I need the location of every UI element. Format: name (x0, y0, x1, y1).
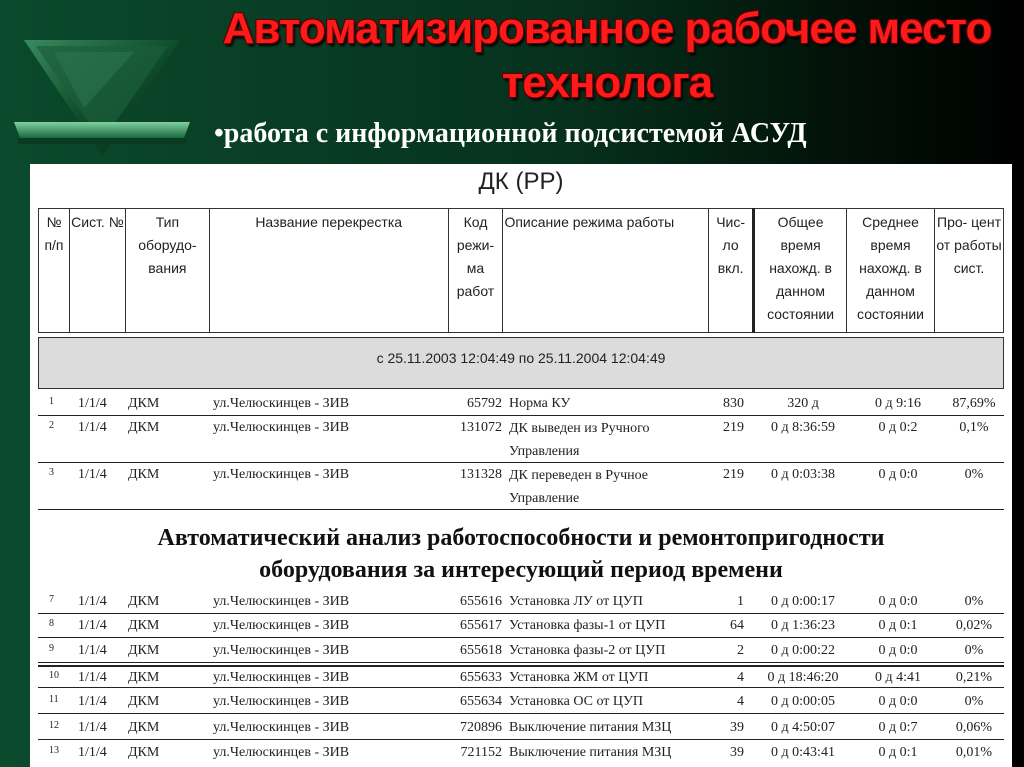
row-code: 655617 (460, 618, 502, 633)
row-code: 655616 (460, 594, 502, 609)
header-mode-code: Код режи- ма работ (448, 209, 503, 333)
table-row (38, 742, 1004, 765)
row-count: 219 (723, 467, 744, 482)
row-percent: 0,21% (955, 670, 993, 685)
row-percent: 0,06% (955, 720, 993, 735)
row-average-time: 0 д 0:0 (878, 643, 918, 658)
row-total-time: 320 д (787, 396, 819, 411)
document-panel (30, 164, 1012, 767)
row-type: ДКМ (128, 618, 160, 633)
row-code: 721152 (460, 745, 502, 760)
row-average-time: 0 д 4:41 (874, 670, 921, 685)
row-code: 655633 (460, 670, 502, 685)
row-number: 3 (49, 467, 54, 478)
row-system: 1/1/4 (78, 745, 107, 760)
header-system: Сист. № (69, 209, 125, 333)
row-description: Норма КУ (509, 396, 571, 411)
row-count: 64 (730, 618, 744, 633)
row-average-time: 0 д 9:16 (874, 396, 921, 411)
row-system: 1/1/4 (78, 694, 107, 709)
row-system: 1/1/4 (78, 720, 107, 735)
row-intersection: ул.Челюскинцев - ЗИВ (213, 594, 350, 609)
row-total-time: 0 д 4:50:07 (771, 720, 835, 735)
row-intersection: ул.Челюскинцев - ЗИВ (213, 467, 350, 482)
row-description: Установка фазы-1 от ЦУП (509, 618, 666, 633)
row-average-time: 0 д 0:1 (878, 745, 918, 760)
row-total-time: 0 д 0:00:22 (771, 643, 835, 658)
analysis-line2: оборудования за интересующий период времени (259, 557, 783, 583)
row-percent: 0,02% (955, 618, 993, 633)
row-count: 39 (730, 720, 744, 735)
row-code: 655618 (460, 643, 502, 658)
row-type: ДКМ (128, 643, 160, 658)
row-type: ДКМ (128, 594, 160, 609)
row-system: 1/1/4 (78, 396, 107, 411)
row-total-time: 0 д 18:46:20 (767, 670, 839, 685)
row-code: 131072 (460, 420, 502, 435)
row-total-time: 0 д 0:00:05 (771, 694, 835, 709)
row-system: 1/1/4 (78, 618, 107, 633)
row-percent: 0,1% (959, 420, 989, 435)
row-count: 4 (737, 694, 744, 709)
row-intersection: ул.Челюскинцев - ЗИВ (213, 670, 350, 685)
row-intersection: ул.Челюскинцев - ЗИВ (213, 618, 350, 633)
row-type: ДКМ (128, 694, 160, 709)
row-system: 1/1/4 (78, 594, 107, 609)
table-row (38, 591, 1004, 614)
row-type: ДКМ (128, 396, 160, 411)
slide-title-line2: технолога (501, 58, 713, 107)
row-description (509, 417, 709, 463)
row-number: 12 (49, 720, 59, 731)
table-row (38, 615, 1004, 638)
row-number: 8 (49, 618, 54, 629)
table-row (38, 717, 1004, 740)
row-total-time: 0 д 0:03:38 (771, 467, 835, 482)
row-intersection: ул.Челюскинцев - ЗИВ (213, 745, 350, 760)
row-description: Установка ЛУ от ЦУП (509, 594, 643, 609)
row-system: 1/1/4 (78, 420, 107, 435)
table-row (38, 665, 1004, 688)
row-percent: 0% (964, 467, 984, 482)
header-percent: Про- цент от работы сист. (934, 209, 1003, 333)
row-average-time: 0 д 0:0 (878, 467, 918, 482)
analysis-line1: Автоматический анализ работоспособности и ремонтопригодности (157, 525, 885, 551)
green-triangle-logo (14, 38, 190, 162)
row-total-time: 0 д 8:36:59 (771, 420, 835, 435)
row-count: 219 (723, 420, 744, 435)
row-number: 10 (49, 670, 59, 681)
row-type: ДКМ (128, 720, 160, 735)
row-percent: 0% (964, 643, 984, 658)
header-equipment-type: Тип оборудо- вания (125, 209, 209, 333)
period-range: с 25.11.2003 12:04:49 по 25.11.2004 12:04:49 (38, 337, 1004, 389)
row-system: 1/1/4 (78, 643, 107, 658)
row-type: ДКМ (128, 745, 160, 760)
table-row (38, 640, 1004, 663)
row-total-time: 0 д 0:43:41 (771, 745, 835, 760)
row-description: Установка ЖМ от ЦУП (509, 670, 649, 685)
analysis-heading (30, 522, 1012, 586)
row-total-time: 0 д 1:36:23 (771, 618, 835, 633)
row-intersection: ул.Челюскинцев - ЗИВ (213, 694, 350, 709)
header-intersection: Название перекрестка (209, 209, 448, 333)
header-number: № п/п (39, 209, 70, 333)
row-description-line1: ДК переведен в Ручное (509, 468, 649, 483)
table-row (38, 393, 1004, 416)
row-type: ДКМ (128, 467, 160, 482)
row-type: ДКМ (128, 670, 160, 685)
row-number: 7 (49, 594, 54, 605)
row-percent: 0% (964, 694, 984, 709)
document-title: ДК (РР) (478, 168, 564, 195)
row-description: Выключение питания МЗЦ (509, 745, 672, 760)
row-intersection: ул.Челюскинцев - ЗИВ (213, 720, 350, 735)
row-system: 1/1/4 (78, 670, 107, 685)
row-code: 720896 (460, 720, 502, 735)
row-description-line2: Управление (509, 491, 580, 506)
table-header (38, 208, 1004, 333)
row-system: 1/1/4 (78, 467, 107, 482)
header-count: Чис- ло вкл. (709, 209, 754, 333)
row-code: 655634 (460, 694, 502, 709)
row-average-time: 0 д 0:1 (878, 618, 918, 633)
row-average-time: 0 д 0:7 (878, 720, 918, 735)
row-intersection: ул.Челюскинцев - ЗИВ (213, 420, 350, 435)
row-total-time: 0 д 0:00:17 (771, 594, 835, 609)
row-type: ДКМ (128, 420, 160, 435)
table-row (38, 691, 1004, 714)
row-intersection: ул.Челюскинцев - ЗИВ (213, 396, 350, 411)
row-average-time: 0 д 0:2 (878, 420, 918, 435)
row-count: 39 (730, 745, 744, 760)
row-average-time: 0 д 0:0 (878, 594, 918, 609)
slide-title (190, 2, 1024, 110)
row-number: 13 (49, 745, 59, 756)
row-average-time: 0 д 0:0 (878, 694, 918, 709)
slide-subtitle: •работа с информационной подсистемой АСУД (214, 118, 807, 149)
row-count: 4 (737, 670, 744, 685)
row-count: 830 (723, 396, 744, 411)
row-count: 1 (737, 594, 744, 609)
row-percent: 0,01% (955, 745, 993, 760)
row-count: 2 (737, 643, 744, 658)
row-description: Выключение питания МЗЦ (509, 720, 672, 735)
table-row (38, 417, 1004, 463)
header-average-time: Среднее время нахожд. в данном состоянии (847, 209, 935, 333)
row-intersection: ул.Челюскинцев - ЗИВ (213, 643, 350, 658)
table-row (38, 464, 1004, 510)
row-description: Установка ОС от ЦУП (509, 694, 644, 709)
row-number: 11 (49, 694, 59, 705)
row-code: 65792 (467, 396, 502, 411)
slide-title-line1: Автоматизированное рабочее место (222, 4, 992, 53)
row-description-line1: ДК выведен из Ручного (509, 421, 650, 436)
row-description (509, 464, 709, 510)
row-percent: 0% (964, 594, 984, 609)
row-description: Установка фазы-2 от ЦУП (509, 643, 666, 658)
row-code: 131328 (460, 467, 502, 482)
row-number: 1 (49, 396, 54, 407)
row-number: 2 (49, 420, 54, 431)
row-description-line2: Управления (509, 444, 580, 459)
row-number: 9 (49, 643, 54, 654)
header-mode-description: Описание режима работы (503, 209, 709, 333)
header-total-time: Общее время нахожд. в данном состоянии (754, 209, 847, 333)
row-percent: 87,69% (952, 396, 996, 411)
